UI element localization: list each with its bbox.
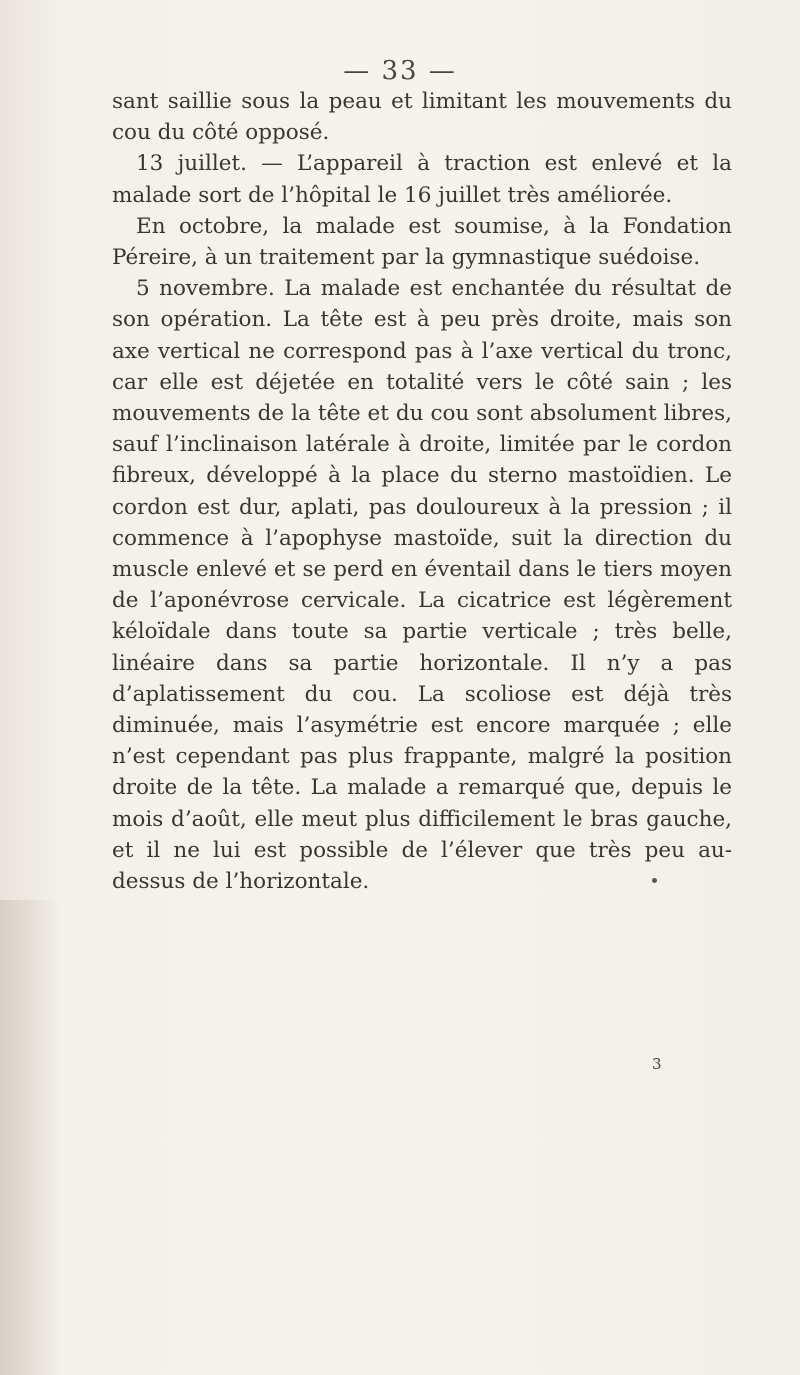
paragraph-october: En octobre, la malade est soumise, à la Fondation Péreire, à un traitement par la gymnastique suédoise. xyxy=(112,213,732,271)
page-edge-shadow xyxy=(0,900,60,1375)
paragraph-november: 5 novembre. La malade est enchantée du résultat de son opération. La tête est à peu près droite, mais son axe vertical ne correspond pas à l’axe vertical du tronc, car elle est déjetée en totalité vers le côté sain ; les mouvements de la tête et du cou sont absolument libres, sauf l’inclinaison latérale à droite, limitée par le cordon fibreux, développé à la place du sterno mastoïdien. Le cordon est dur, aplati, pas douloureux à la pression ; il commence à l’apophyse mastoïde, suit la direction du muscle enlevé et se perd en éventail dans le tiers moyen de l’aponévrose cervicale. La cicatrice est légèrement kéloïdale dans toute sa partie verticale ; très belle, linéaire dans sa partie horizontale. Il n’y a pas d’aplatissement du cou. La scoliose est déjà très diminuée, mais l’asymétrie est encore marquée ; elle n’est cependant pas plus frappante, malgré la position droite de la tête. La malade a remarqué que, depuis le mois d’août, elle meut plus difficilement le bras gauche, et il ne lui est possible de l’élever que très peu au-dessus de l’horizontale. xyxy=(112,276,732,895)
body-text xyxy=(112,86,732,897)
ink-spot xyxy=(652,878,657,883)
paragraph-continuation: sant saillie sous la peau et limitant les mouvements du cou du côté opposé. xyxy=(112,89,732,146)
signature-number: 3 xyxy=(652,1055,662,1073)
paragraph-july: 13 juillet. — L’appareil à traction est enlevé et la malade sort de l’hôpital le 16 juillet très améliorée. xyxy=(112,151,732,208)
page-header: — 33 — xyxy=(343,56,457,86)
